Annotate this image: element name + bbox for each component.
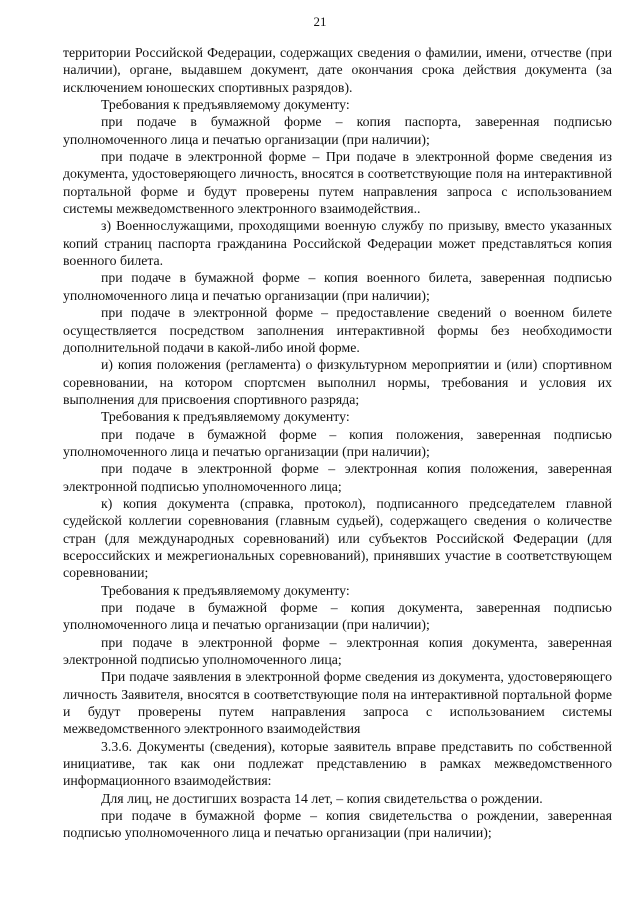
paragraph-passport-electronic: при подаче в электронной форме – При подаче в электронной форме сведения из документа, удостоверяющего личность, вносятся в соответствующие поля на интерактивной портальной форме и будут проверены путем направления запроса с использованием системы межведомственного электронного взаимодействия.. — [63, 149, 612, 217]
paragraph-item-i: и) копия положения (регламента) о физкультурном мероприятии и (или) спортивном соревновании, на котором спортсмен выполнил нормы, требования и условия их выполнения для присвоения спортивного разряда; — [63, 357, 612, 407]
paragraph-regulation-electronic: при подаче в электронной форме – электронная копия положения, заверенная электронной подписью уполномоченного лица; — [63, 461, 612, 494]
paragraph-birth-certificate: Для лиц, не достигших возраста 14 лет, – копия свидетельства о рождении. — [101, 790, 543, 806]
page-number: 21 — [313, 14, 327, 29]
paragraph-military-paper: при подаче в бумажной форме – копия военного билета, заверенная подписью уполномоченного лица и печатью организации (при наличии); — [63, 270, 612, 303]
paragraph-requirements-heading: Требования к предъявляемому документу: — [101, 409, 350, 425]
paragraph-passport-paper: при подаче в бумажной форме – копия паспорта, заверенная подписью уполномоченного лица и печатью организации (при наличии); — [63, 114, 612, 147]
paragraph-section-3-3-6: 3.3.6. Документы (сведения), которые заявитель вправе представить по собственной инициативе, так как они подлежат представлению в рамках межведомственного информационного взаимодействия: — [63, 738, 612, 789]
paragraph-birth-certificate-paper: при подаче в бумажной форме – копия свидетельства о рождении, заверенная подписью уполномоченного лица и печатью организации (при наличии); — [63, 808, 612, 841]
paragraph-requirements-heading: Требования к предъявляемому документу: — [101, 97, 350, 113]
paragraph-continuation: территории Российской Федерации, содержащих сведения о фамилии, имени, отчестве (при наличии), органе, выдавшем документ, дате окончания срока действия документа (за исключением юношеских спортивных разрядов). — [63, 45, 612, 95]
paragraph-requirements-heading: Требования к предъявляемому документу: — [101, 582, 350, 598]
paragraph-document-electronic: при подаче в электронной форме – электронная копия документа, заверенная электронной подписью уполномоченного лица; — [63, 634, 612, 668]
paragraph-document-paper: при подаче в бумажной форме – копия документа, заверенная подписью уполномоченного лица и печатью организации (при наличии); — [63, 600, 612, 633]
document-body — [63, 44, 612, 842]
paragraph-item-z: з) Военнослужащими, проходящими военную службу по призыву, вместо указанных копий страниц паспорта гражданина Российской Федерации может представляться копия военного билета. — [63, 218, 612, 269]
paragraph-military-electronic: при подаче в электронной форме – предоставление сведений о военном билете осуществляется посредством заполнения интерактивной формы без необходимости дополнительной подачи в какой-либо иной форме. — [63, 305, 612, 355]
paragraph-item-k: к) копия документа (справка, протокол), подписанного председателем главной судейской коллегии соревнования (главным судьей), содержащего сведения о количестве стран (для международных соревнований) или субъектов Российской Федерации (для всероссийских и межрегиональных соревнований), принявших участие в соответствующем соревновании; — [63, 495, 612, 581]
paragraph-application-electronic: При подаче заявления в электронной форме сведения из документа, удостоверяющего личность Заявителя, вносятся в соответствующие поля на интерактивной портальной форме и будут проверены путем направления запроса с использованием системы межведомственного электронного взаимодействия — [63, 669, 612, 737]
paragraph-regulation-paper: при подаче в бумажной форме – копия положения, заверенная подписью уполномоченного лица и печатью организации (при наличии); — [63, 426, 612, 459]
